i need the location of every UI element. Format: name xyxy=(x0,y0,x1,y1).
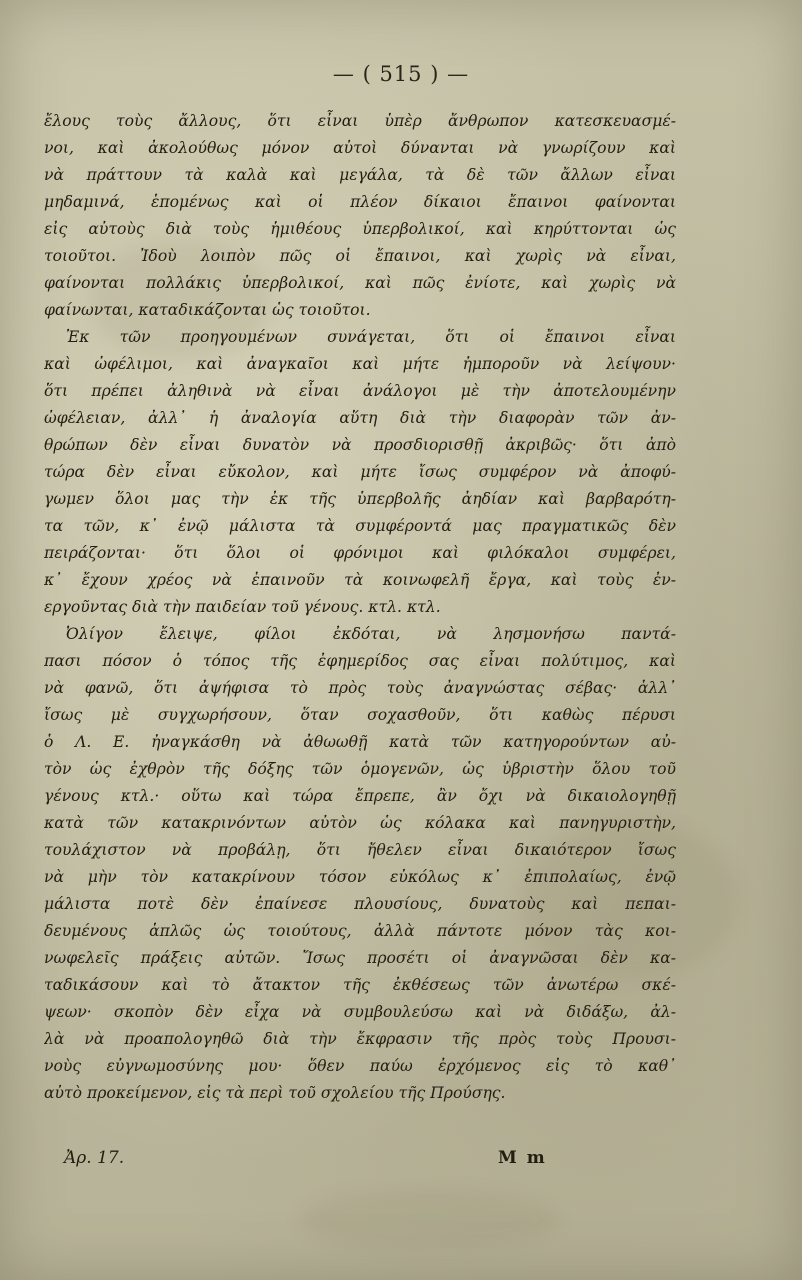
text-line: πασι πόσον ὁ τόπος τῆς ἐφημερίδος σας εἶναι πολύτιμος, καὶ xyxy=(44,652,676,670)
text-line: μηδαμινά, ἑπομένως καὶ οἱ πλέον δίκαιοι ἔπαινοι φαίνονται xyxy=(44,193,676,211)
text-line: ἴσως μὲ συγχωρήσουν, ὅταν σοχασθοῦν, ὅτι καθὼς πέρυσι xyxy=(44,706,676,724)
text-line: γένους κτλ.· οὕτω καὶ τώρα ἔπρεπε, ἂν ὄχι νὰ δικαιολογηθῇ xyxy=(44,787,676,805)
text-line: νοι, καὶ ἀκολούθως μόνον αὐτοὶ δύνανται νὰ γνωρίζουν καὶ xyxy=(44,139,676,157)
text-line: τοιοῦτοι. Ἰδοὺ λοιπὸν πῶς οἱ ἔπαινοι, καὶ χωρὶς νὰ εἶναι, xyxy=(44,247,676,265)
text-line: Ἐκ τῶν προηγουμένων συνάγεται, ὅτι οἱ ἔπαινοι εἶναι xyxy=(66,328,676,346)
page-footer xyxy=(0,1148,802,1178)
text-line: νοὺς εὐγνωμοσύνης μου· ὅθεν παύω ἐρχόμενος εἰς τὸ καθ᾽ xyxy=(44,1057,676,1075)
text-line: τουλάχιστον νὰ προβάλῃ, ὅτι ἤθελεν εἶναι δικαιότερον ἴσως xyxy=(44,841,676,859)
text-line: καὶ ὠφέλιμοι, καὶ ἀναγκαῖοι καὶ μήτε ἠμποροῦν νὰ λείψουν· xyxy=(44,355,676,373)
text-line: κ᾽ ἔχουν χρέος νὰ ἐπαινοῦν τὰ κοινωφελῆ ἔργα, καὶ τοὺς ἐν- xyxy=(44,571,676,589)
text-line: νὰ μὴν τὸν κατακρίνουν τόσον εὐκόλως κ᾽ ἐπιπολαίως, ἐνῷ xyxy=(44,868,676,886)
text-line: νὰ φανῶ, ὅτι ἀψήφισα τὸ πρὸς τοὺς ἀναγνώστας σέβας· ἀλλ᾽ xyxy=(44,679,676,697)
text-line: ἔλους τοὺς ἄλλους, ὅτι εἶναι ὑπὲρ ἄνθρωπον κατεσκευασμέ- xyxy=(44,112,676,130)
text-line: νὰ πράττουν τὰ καλὰ καὶ μεγάλα, τὰ δὲ τῶν ἄλλων εἶναι xyxy=(44,166,676,184)
text-line: γωμεν ὅλοι μας τὴν ἐκ τῆς ὑπερβολῆς ἀηδίαν καὶ βαρβαρότη- xyxy=(44,490,676,508)
body-text xyxy=(44,108,676,1107)
text-line: κατὰ τῶν κατακρινόντων αὐτὸν ὡς κόλακα καὶ πανηγυριστὴν, xyxy=(44,814,676,832)
text-line: λὰ νὰ προαπολογηθῶ διὰ τὴν ἔκφρασιν τῆς πρὸς τοὺς Προυσι- xyxy=(44,1030,676,1048)
text-line: τὸν ὡς ἐχθρὸν τῆς δόξης τῶν ὁμογενῶν, ὡς ὑβριστὴν ὅλου τοῦ xyxy=(44,760,676,778)
paper-stain xyxy=(300,1190,560,1250)
text-line: αὐτὸ προκείμενον, εἰς τὰ περὶ τοῦ σχολείου τῆς Προύσης. xyxy=(44,1084,506,1102)
text-line: πειράζονται· ὅτι ὅλοι οἱ φρόνιμοι καὶ φιλόκαλοι συμφέρει, xyxy=(44,544,676,562)
text-line: δευμένους ἁπλῶς ὡς τοιούτους, ἀλλὰ πάντοτε μόνον τὰς κοι- xyxy=(44,922,676,940)
text-line: ὠφέλειαν, ἀλλ᾽ ἡ ἀναλογία αὕτη διὰ τὴν διαφορὰν τῶν ἀν- xyxy=(44,409,676,427)
signature-mark: M m xyxy=(498,1148,547,1168)
page-number: — ( 515 ) — xyxy=(332,62,470,86)
text-line: φαίνωνται, καταδικάζονται ὡς τοιοῦτοι. xyxy=(44,301,371,319)
text-line: εἰς αὐτοὺς διὰ τοὺς ἡμιθέους ὑπερβολικοί, καὶ κηρύττονται ὡς xyxy=(44,220,676,238)
text-line: τώρα δὲν εἶναι εὔκολον, καὶ μήτε ἴσως συμφέρον νὰ ἀποφύ- xyxy=(44,463,676,481)
text-line: ταδικάσουν καὶ τὸ ἄτακτον τῆς ἐκθέσεως τῶν ἀνωτέρω σκέ- xyxy=(44,976,676,994)
text-line: φαίνονται πολλάκις ὑπερβολικοί, καὶ πῶς ἐνίοτε, καὶ χωρὶς νὰ xyxy=(44,274,676,292)
text-line: ψεων· σκοπὸν δὲν εἶχα νὰ συμβουλεύσω καὶ νὰ διδάξω, ἀλ- xyxy=(44,1003,676,1021)
text-line: θρώπων δὲν εἶναι δυνατὸν νὰ προσδιορισθῇ ἀκριβῶς· ὅτι ἀπὸ xyxy=(44,436,676,454)
text-line: νωφελεῖς πράξεις αὐτῶν. Ἴσως προσέτι οἱ ἀναγνῶσαι δὲν κα- xyxy=(44,949,676,967)
text-line: ὅτι πρέπει ἀληθινὰ νὰ εἶναι ἀνάλογοι μὲ τὴν ἀποτελουμένην xyxy=(44,382,676,400)
text-line: ὁ Λ. Ε. ἠναγκάσθη νὰ ἀθωωθῇ κατὰ τῶν κατηγορούντων αὐ- xyxy=(44,733,676,751)
text-line: μάλιστα ποτὲ δὲν ἐπαίνεσε πλουσίους, δυνατοὺς καὶ πεπαι- xyxy=(44,895,676,913)
text-line: Ὀλίγον ἔλειψε, φίλοι ἐκδόται, νὰ λησμονήσω παντά- xyxy=(66,625,676,643)
issue-number: Ἀρ. 17. xyxy=(64,1148,125,1168)
text-line: τα τῶν, κ᾽ ἐνῷ μάλιστα τὰ συμφέροντά μας πραγματικῶς δὲν xyxy=(44,517,676,535)
text-line: εργοῦντας διὰ τὴν παιδείαν τοῦ γένους. κτλ. κτλ. xyxy=(44,598,441,616)
